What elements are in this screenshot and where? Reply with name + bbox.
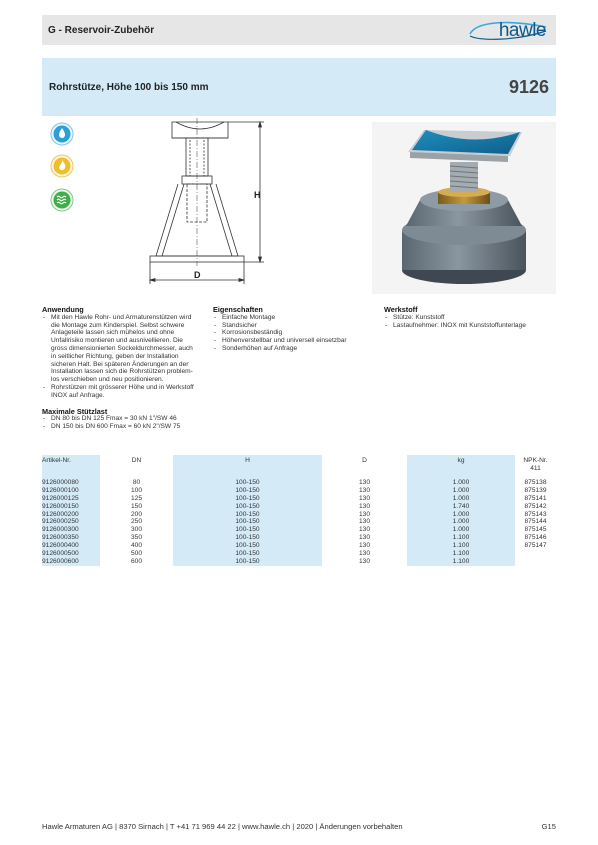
table-row [42, 558, 556, 566]
d-cell: 130 [358, 494, 370, 502]
d-cell: 130 [358, 510, 370, 518]
h-cell: 100-150 [173, 479, 322, 487]
eigenschaften-item: - Standsicher [213, 322, 383, 330]
d-cell: 130 [358, 557, 370, 565]
eigenschaften-section [213, 306, 383, 353]
kg-cell: 1.740 [407, 503, 515, 511]
npk-cell: 875139 [524, 486, 547, 494]
h-cell: 100-150 [173, 542, 322, 550]
npk-cell: 875143 [524, 510, 547, 518]
table-row [42, 534, 556, 542]
artikel-cell: 9126000350 [42, 534, 100, 542]
anwendung-line: gross dimensionierten Sockeldurchmesser, auch [51, 344, 193, 352]
werkstoff-list [384, 314, 556, 330]
table-row [42, 479, 556, 487]
d-cell: 130 [358, 526, 370, 534]
eigenschaften-item: - Höhenverstellbar und universell einsetzbar [213, 337, 383, 345]
wave-icon [50, 188, 74, 212]
dn-cell: 350 [130, 534, 142, 542]
artikel-cell: 9126000100 [42, 487, 100, 495]
anwendung-line: INOX auf Anfrage. [51, 391, 105, 399]
werkstoff-heading: Werkstoff [384, 305, 418, 314]
dn-cell: 80 [132, 479, 141, 486]
d-cell: 130 [358, 534, 370, 542]
anwendung-line: Installation lassen sich die Rohrstützen problem- [51, 368, 193, 376]
header-h: H [173, 455, 322, 479]
water-drop-icon [50, 122, 74, 146]
artikel-cell: 9126000080 [42, 479, 100, 487]
kg-cell: 1.000 [407, 518, 515, 526]
h-cell: 100-150 [173, 526, 322, 534]
artikel-cell: 9126000400 [42, 542, 100, 550]
anwendung-section [42, 306, 212, 431]
npk-cell: 875146 [524, 534, 547, 542]
footer [42, 822, 556, 831]
h-cell: 100-150 [173, 511, 322, 519]
header-npk: NPK-Nr. 411 [523, 457, 548, 472]
table-row [42, 511, 556, 519]
article-table [42, 455, 556, 566]
dn-cell: 125 [130, 494, 142, 502]
label-d: D [194, 270, 201, 280]
stuetzlast-item: - DN 150 bis DN 600 Fmax = 60 kN 2"/SW 75 [42, 423, 212, 431]
kg-cell: 1.100 [407, 542, 515, 550]
h-cell: 100-150 [173, 495, 322, 503]
label-h: H [254, 190, 261, 200]
npk-cell: 875144 [524, 518, 547, 526]
anwendung-line: Anlageteile lassen sich mühelos und ohne [51, 329, 175, 337]
anwendung-line: los verschieben und neu positionieren. [51, 376, 164, 384]
table-row [42, 487, 556, 495]
page-number: G15 [541, 822, 556, 831]
stuetzlast-item: - DN 80 bis DN 125 Fmax = 30 kN 1"/SW 46 [42, 415, 212, 423]
table-row [42, 550, 556, 558]
npk-cell [515, 558, 556, 566]
eigenschaften-item: - Einfache Montage [213, 314, 383, 322]
anwendung-line: - Rohrstützen mit grösserer Höhe und in Werkstoff [51, 383, 194, 391]
npk-cell: 875142 [524, 502, 547, 510]
h-cell: 100-150 [173, 518, 322, 526]
anwendung-item [42, 384, 212, 400]
npk-cell: 875145 [524, 526, 547, 534]
werkstoff-section [384, 306, 556, 329]
d-cell: 130 [358, 486, 370, 494]
image-area [42, 116, 556, 296]
footer-company: Hawle Armaturen AG | 8370 Sirnach | T +41 71 969 44 22 | www.hawle.ch | 2020 | Änderungen vorbehalten [42, 822, 403, 831]
artikel-cell: 9126000300 [42, 526, 100, 534]
anwendung-line: die Montage zum Kinderspiel. Selbst schwere [51, 321, 185, 329]
artikel-cell: 9126000125 [42, 495, 100, 503]
kg-cell: 1.100 [407, 550, 515, 558]
eigenschaften-item: - Sonderhöhen auf Anfrage [213, 345, 383, 353]
d-cell: 130 [358, 479, 370, 486]
logo-text: hawle [498, 20, 546, 41]
npk-cell: 875141 [524, 494, 547, 502]
kg-cell: 1.000 [407, 479, 515, 487]
artikel-cell: 9126000200 [42, 511, 100, 519]
table-body [42, 479, 556, 566]
stuetzlast-list [42, 415, 212, 431]
h-cell: 100-150 [173, 534, 322, 542]
anwendung-heading: Anwendung [42, 305, 84, 314]
dn-cell: 400 [130, 542, 142, 550]
anwendung-line: in seitlicher Richtung, geben der Installation [51, 352, 179, 360]
werkstoff-item: - Lastaufnehmer: INOX mit Kunststoffunterlage [384, 322, 556, 330]
artikel-cell: 9126000150 [42, 503, 100, 511]
product-photo [372, 122, 556, 294]
npk-cell [515, 550, 556, 558]
d-cell: 130 [358, 542, 370, 550]
dn-cell: 500 [130, 550, 142, 558]
top-bar [42, 15, 556, 45]
kg-cell: 1.000 [407, 487, 515, 495]
header-kg: kg [407, 455, 515, 479]
anwendung-item [42, 314, 212, 384]
section-title: G - Reservoir-Zubehör [48, 24, 155, 36]
table-header [42, 455, 556, 479]
dn-cell: 600 [130, 557, 142, 565]
h-cell: 100-150 [173, 558, 322, 566]
d-cell: 130 [358, 502, 370, 510]
artikel-cell: 9126000500 [42, 550, 100, 558]
product-title: Rohrstütze, Höhe 100 bis 150 mm [49, 81, 209, 93]
anwendung-line: Unfallrisiko montieren und ausnivellieren. Die [51, 337, 183, 345]
kg-cell: 1.100 [407, 558, 515, 566]
werkstoff-item: - Stütze: Kunststoff [384, 314, 556, 322]
artikel-cell: 9126000600 [42, 558, 100, 566]
npk-cell: 875138 [524, 479, 547, 486]
anwendung-line: - Mit den Hawle Rohr- und Armaturenstützen wird [51, 313, 192, 321]
anwendung-list [42, 314, 212, 400]
table-row [42, 542, 556, 550]
table-row [42, 526, 556, 534]
flame-icon [50, 154, 74, 178]
kg-cell: 1.000 [407, 511, 515, 519]
dn-cell: 200 [130, 510, 142, 518]
header-d: D [362, 457, 367, 464]
dn-cell: 150 [130, 502, 142, 510]
hawle-logo [466, 17, 550, 43]
d-cell: 130 [358, 550, 370, 558]
header-dn: DN [131, 457, 142, 464]
title-bar [42, 58, 556, 116]
npk-cell: 875147 [524, 542, 547, 550]
dn-cell: 300 [130, 526, 142, 534]
anwendung-line: sicheren Halt. Bei späteren Änderungen an der [51, 360, 189, 368]
stuetzlast-heading: Maximale Stützlast [42, 406, 108, 416]
table-row [42, 495, 556, 503]
kg-cell: 1.100 [407, 534, 515, 542]
header-artikel: Artikel-Nr. [42, 455, 100, 479]
technical-drawing [132, 116, 282, 294]
kg-cell: 1.000 [407, 526, 515, 534]
table-row [42, 518, 556, 526]
h-cell: 100-150 [173, 503, 322, 511]
table-row [42, 503, 556, 511]
h-cell: 100-150 [173, 487, 322, 495]
kg-cell: 1.000 [407, 495, 515, 503]
eigenschaften-item: - Korrosionsbeständig [213, 329, 383, 337]
dn-cell: 100 [130, 486, 142, 494]
eigenschaften-list [213, 314, 383, 353]
d-cell: 130 [358, 518, 370, 526]
dn-cell: 250 [130, 518, 142, 526]
product-code: 9126 [508, 76, 549, 97]
artikel-cell: 9126000250 [42, 518, 100, 526]
eigenschaften-heading: Eigenschaften [213, 305, 263, 314]
h-cell: 100-150 [173, 550, 322, 558]
